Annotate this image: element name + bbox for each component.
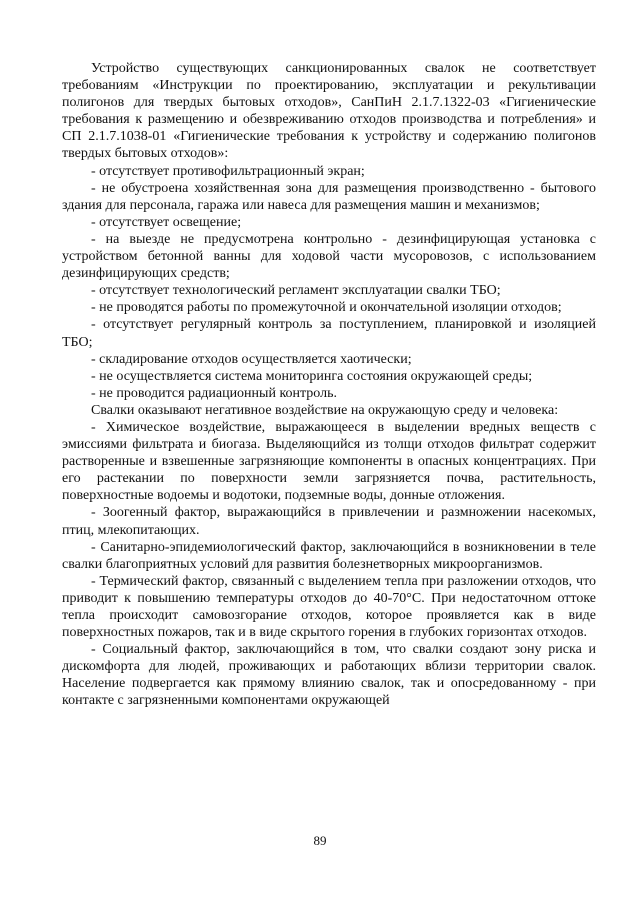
paragraph-intro: Устройство существующих санкционированных свалок не соответствует требованиям «Инструкции по проектированию, эксплуатации и рекультивации полигонов для твердых бытовых отходов», СанПиН 2.1.7.1322-03 «Гигиенические требования к размещению и обезвреживанию отходов производства и потребления» и СП 2.1.7.1038-01 «Гигиенические требования к устройству и содержанию полигонов твердых бытовых отходов»: (62, 61, 596, 162)
list-item: - не проводятся работы по промежуточной и окончательной изоляции отходов; (91, 300, 562, 316)
list-item: - не проводится радиационный контроль. (91, 385, 337, 401)
page-body (62, 60, 596, 710)
impact-item: - Термический фактор, связанный с выделением тепла при разложении отходов, что приводит к повышению температуры отходов до 40-70°С. При недостаточном оттоке тепла происходит самовозгорание отходов, которое проявляется как в виде поверхностных пожаров, так и в виде скрытого горения в глубоких горизонтах отходов. (62, 573, 596, 641)
impact-item: - Химическое воздействие, выражающееся в выделении вредных веществ с эмиссиями фильтрата и биогаза. Выделяющийся из толщи отходов фильтрат содержит растворенные и взвешенные загрязняющие компоненты в опасных концентрациях. При его растекании по поверхности земли загрязняется почва, растительность, поверхностные водоемы и водотоки, подземные воды, донные отложения. (62, 419, 596, 504)
list-item: - не осуществляется система мониторинга состояния окружающей среды; (91, 368, 533, 384)
list-item: - отсутствует регулярный контроль за поступлением, планировкой и изоляцией ТБО; (62, 317, 596, 350)
list-item: - отсутствует противофильтрационный экран; (91, 163, 365, 179)
list-item: - отсутствует технологический регламент эксплуатации свалки ТБО; (91, 283, 501, 299)
paragraph-impact-intro: Свалки оказывают негативное воздействие на окружающую среду и человека: (91, 402, 559, 418)
list-item: - складирование отходов осуществляется хаотически; (91, 351, 412, 367)
impact-item: - Зоогенный фактор, выражающийся в привлечении и размножении насекомых, птиц, млекопитающих. (62, 505, 596, 538)
list-item: - не обустроена хозяйственная зона для размещения производственно - бытового здания для персонала, гаража или навеса для размещения машин и механизмов; (62, 180, 596, 213)
page-number: 89 (313, 833, 327, 848)
impact-item: - Санитарно-эпидемиологический фактор, заключающийся в возникновении в теле свалки благоприятных условий для развития болезнетворных микроорганизмов. (62, 539, 596, 572)
list-item: - отсутствует освещение; (91, 214, 242, 230)
impact-item: - Социальный фактор, заключающийся в том, что свалки создают зону риска и дискомфорта для людей, проживающих и работающих вблизи территории свалок. Население подвергается как прямому влиянию свалок, так и опосредованному - при контакте с загрязненными компонентами окружающей (62, 642, 596, 709)
list-item: - на выезде не предусмотрена контрольно - дезинфицирующая установка с устройством бетонной ванны для ходовой части мусоровозов, с использованием дезинфицирующих средств; (62, 231, 596, 282)
